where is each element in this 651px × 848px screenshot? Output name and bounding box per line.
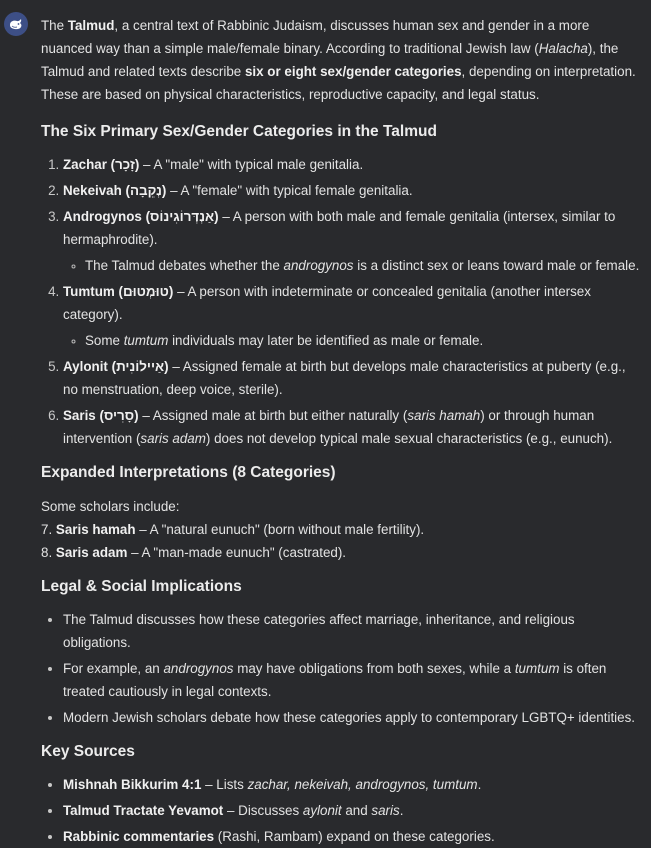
sources-list [41, 773, 641, 848]
list-item: • Talmud Tractate Yevamot – Discusses aylonit and saris. [63, 799, 641, 822]
whale-icon [8, 16, 24, 32]
list-item: 2. Nekeivah (נְקֵבָה) – A "female" with typical female genitalia. [63, 179, 641, 202]
heading-key-sources: Key Sources [41, 743, 135, 760]
expanded-line-8: 8. Saris adam – A "man-made eunuch" (castrated). [41, 545, 347, 560]
list-item: • The Talmud discusses how these categories affect marriage, inheritance, and religious obligations. [63, 608, 641, 654]
list-item: 4. Tumtum (טוּמְטוּם) – A person with indeterminate or concealed genitalia (another intersex category). ◦ Some tumtum individuals may later be identified as male or female. [63, 280, 641, 352]
expanded-paragraph [41, 495, 641, 564]
implications-list [41, 608, 641, 729]
heading-implications: Legal & Social Implications [41, 578, 242, 595]
list-item: 5. Aylonit (אַיילוֹנִית) – Assigned female at birth but develops male characteristics at puberty (e.g., no menstruation, deep voice, sterile). [63, 355, 641, 401]
list-item: 6. Saris (סָרִיס) – Assigned male at birth but either naturally (saris hamah) or through human intervention (saris adam) does not develop typical male sexual characteristics (e.g., eunuch). [63, 404, 641, 450]
list-item: • Modern Jewish scholars debate how these categories apply to contemporary LGBTQ+ identities. [63, 706, 641, 729]
list-item: 3. Androgynos (אַנְדְּרוֹגִינוֹס) – A person with both male and female genitalia (intersex, similar to hermaphrodite). ◦ The Talmud debates whether the androgynos is a distinct sex or leans toward male or female. [63, 205, 641, 277]
list-item: • Rabbinic commentaries (Rashi, Rambam) expand on these categories. [63, 825, 641, 848]
sub-list-item: ◦ The Talmud debates whether the androgynos is a distinct sex or leans toward male or female. [85, 254, 641, 277]
assistant-avatar-icon [4, 12, 28, 36]
list-item: 1. Zachar (זָכָר) – A "male" with typical male genitalia. [63, 153, 641, 176]
list-item: • Mishnah Bikkurim 4:1 – Lists zachar, nekeivah, androgynos, tumtum. [63, 773, 641, 796]
expanded-line-7: 7. Saris hamah – A "natural eunuch" (born without male fertility). [41, 522, 425, 537]
heading-six-categories: The Six Primary Sex/Gender Categories in the Talmud [41, 123, 437, 140]
intro-paragraph: The Talmud, a central text of Rabbinic Judaism, discusses human sex and gender in a more nuanced way than a simple male/female binary. According to traditional Jewish law (Halacha), the Talmud and related texts describe six or eight sex/gender categories, depending on interpretation. These are based on physical characteristics, reproductive capacity, and legal status. [41, 18, 636, 102]
sub-list-item: ◦ Some tumtum individuals may later be identified as male or female. [85, 329, 641, 352]
sub-list [63, 254, 641, 277]
expanded-lead: Some scholars include: [41, 499, 180, 514]
heading-expanded: Expanded Interpretations (8 Categories) [41, 464, 336, 481]
list-item: • For example, an androgynos may have obligations from both sexes, while a tumtum is often treated cautiously in legal contexts. [63, 657, 641, 703]
sub-list [63, 329, 641, 352]
categories-list [41, 153, 641, 450]
